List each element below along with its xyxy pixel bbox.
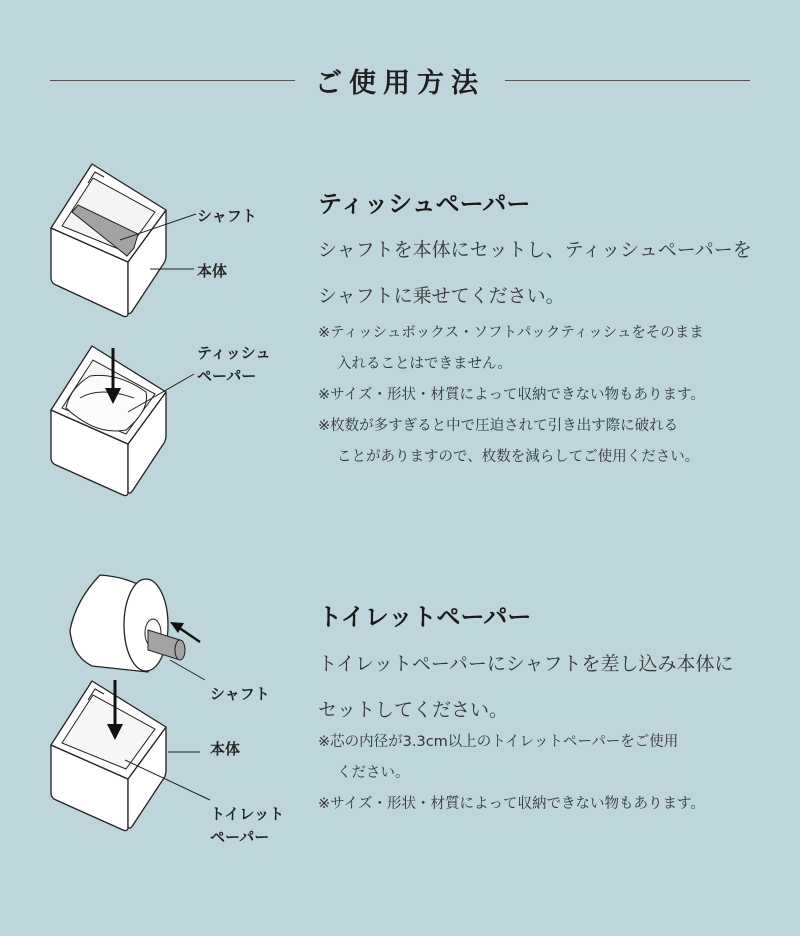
page-title: ご使用方法 xyxy=(315,67,485,99)
box-with-shaft-drawing xyxy=(40,150,210,320)
tissue-notes xyxy=(318,318,705,473)
label-tissue-paper xyxy=(197,342,271,388)
toilet-roll-drawing xyxy=(40,560,220,880)
label-toilet-paper-line1: トイレット xyxy=(210,805,285,823)
tissue-section-title: ティッシュペーパー xyxy=(318,190,531,218)
page-header xyxy=(50,58,750,102)
tissue-description xyxy=(318,227,752,319)
header-rule-left xyxy=(50,80,295,81)
toilet-notes xyxy=(318,727,705,820)
label-tissue-paper-line2: ペーパー xyxy=(197,367,257,385)
toilet-note-1-cont: ください。 xyxy=(337,765,410,781)
header-rule-right xyxy=(505,80,750,81)
illustration-box-with-shaft xyxy=(40,150,210,320)
tissue-note-1-cont: 入れることはできません。 xyxy=(337,356,512,372)
tissue-note-3: ※枚数が多すぎると中で圧迫されて引き出す際に破れる xyxy=(318,418,679,434)
illustration-toilet-roll-shaft xyxy=(40,560,220,880)
label-tissue-paper-line1: ティッシュ xyxy=(197,344,271,362)
illustration-tissue-in-box xyxy=(40,335,210,505)
tissue-desc-line-2: シャフトに乗せてください。 xyxy=(318,285,565,307)
tissue-note-3-cont: ことがありますので、枚数を減らしてご使用ください。 xyxy=(337,449,700,465)
tissue-in-box-drawing xyxy=(40,335,210,505)
label-toilet-shaft: シャフト xyxy=(210,685,270,703)
label-toilet-paper-line2: ペーパー xyxy=(210,828,270,846)
tissue-note-1: ※ティッシュボックス・ソフトパックティッシュをそのまま xyxy=(318,325,704,341)
label-body: 本体 xyxy=(197,262,228,280)
tissue-note-2: ※サイズ・形状・材質によって収納できない物もあります。 xyxy=(318,387,705,403)
toilet-section-title: トイレットペーパー xyxy=(318,603,532,631)
label-shaft: シャフト xyxy=(197,207,257,225)
toilet-desc-line-2: セットしてください。 xyxy=(318,699,509,721)
toilet-description xyxy=(318,641,734,733)
toilet-desc-line-1: トイレットペーパーにシャフトを差し込み本体に xyxy=(318,653,734,675)
toilet-note-2: ※サイズ・形状・材質によって収納できない物もあります。 xyxy=(318,796,705,812)
label-toilet-paper xyxy=(210,803,284,849)
label-toilet-body: 本体 xyxy=(210,740,241,758)
tissue-desc-line-1: シャフトを本体にセットし、ティッシュペーパーを xyxy=(318,239,752,261)
toilet-note-1: ※芯の内径が3.3cm以上のトイレットペーパーをご使用 xyxy=(318,734,679,750)
